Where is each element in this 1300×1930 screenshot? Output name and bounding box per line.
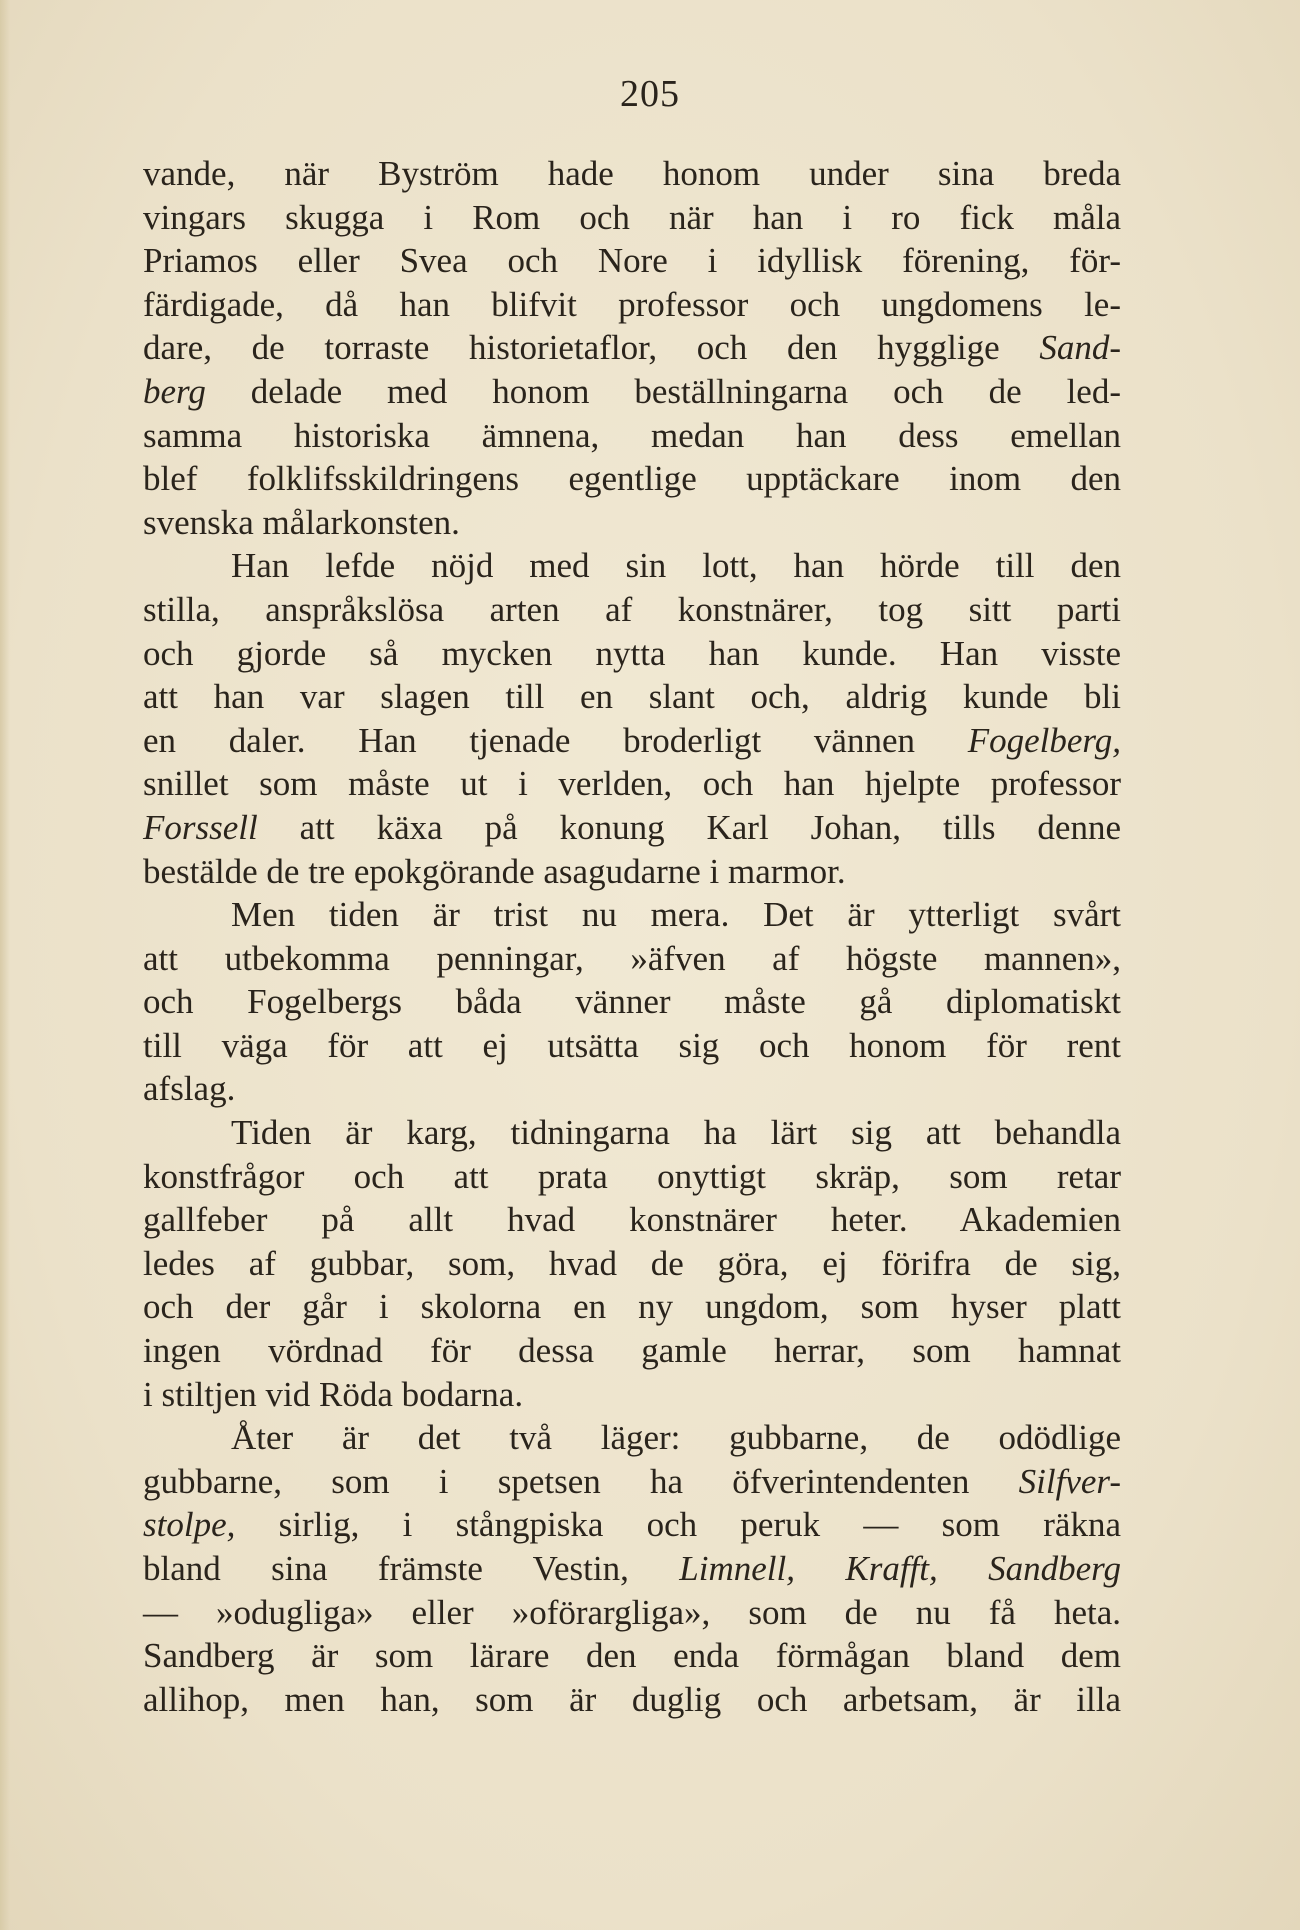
text-line	[143, 1067, 1121, 1111]
text-line	[143, 1198, 1121, 1242]
text-line	[143, 1547, 1121, 1591]
italic-name: stolpe,	[143, 1505, 236, 1545]
italic-name: Forssell	[143, 807, 258, 847]
text-line	[143, 370, 1121, 414]
text-line	[143, 501, 1121, 545]
text-segment: vingars skugga i Rom och när han i ro fick måla	[143, 197, 1121, 237]
text-line	[143, 1111, 1121, 1155]
text-segment: och gjorde så mycken nytta han kunde. Han visste	[143, 633, 1121, 673]
text-line	[143, 1024, 1121, 1068]
text-line	[143, 1460, 1121, 1504]
text-segment: snillet som måste ut i verlden, och han hjelpte professor	[143, 764, 1121, 804]
text-line	[143, 1242, 1121, 1286]
text-line	[143, 414, 1121, 458]
text-segment: att utbekomma penningar, »äfven af högste mannen»,	[143, 938, 1121, 978]
text-line	[143, 283, 1121, 327]
text-line	[143, 937, 1121, 981]
text-line	[143, 719, 1121, 763]
text-segment: och Fogelbergs båda vänner måste gå diplomatiskt	[143, 982, 1121, 1022]
text-line	[143, 632, 1121, 676]
text-line	[143, 893, 1121, 937]
text-line	[143, 1678, 1121, 1722]
text-segment: till väga för att ej utsätta sig och honom för rent	[143, 1025, 1121, 1065]
text-line	[143, 1373, 1121, 1417]
text-line	[143, 806, 1121, 850]
text-line	[143, 588, 1121, 632]
text-segment: bland sina främste Vestin,	[143, 1549, 680, 1588]
page-number: 205	[620, 73, 680, 115]
text-segment: samma historiska ämnena, medan han dess emellan	[143, 415, 1121, 455]
text-segment: Åter är det två läger: gubbarne, de odödlige	[231, 1418, 1121, 1458]
text-segment: vande, när Byström hade honom under sina breda	[143, 154, 1121, 193]
text-segment: allihop, men han, som är duglig och arbetsam, är illa	[143, 1679, 1121, 1719]
text-segment: Priamos eller Svea och Nore i idyllisk förening, för-	[143, 241, 1121, 281]
text-line	[143, 762, 1121, 806]
text-line	[143, 1591, 1121, 1635]
body-text	[143, 152, 1121, 1721]
text-segment: en daler. Han tjenade broderligt vännen	[143, 720, 968, 760]
text-segment: — »odugliga» eller »oförargliga», som de nu få heta.	[143, 1592, 1121, 1632]
text-line	[143, 544, 1121, 588]
text-line	[143, 675, 1121, 719]
text-line	[143, 1416, 1121, 1460]
text-segment: gallfeber på allt hvad konstnärer heter. Akademien	[143, 1200, 1121, 1240]
text-segment: gubbarne, som i spetsen ha öfverintendenten	[143, 1461, 1019, 1501]
text-line	[143, 850, 1121, 894]
text-segment: Sandberg är som lärare den enda förmågan bland dem	[143, 1636, 1121, 1676]
text-segment: Men tiden är trist nu mera. Det är ytterligt svårt	[231, 895, 1121, 935]
text-line	[143, 980, 1121, 1024]
italic-name: Sand-	[1039, 328, 1121, 368]
text-segment: delade med honom beställningarna och de led-	[205, 371, 1121, 411]
text-segment: svenska målarkonsten.	[143, 502, 460, 542]
italic-name: Silfver-	[1018, 1461, 1121, 1501]
text-segment: afslag.	[143, 1069, 236, 1109]
text-line	[143, 239, 1121, 283]
text-segment: och der går i skolorna en ny ungdom, som hyser platt	[143, 1287, 1121, 1327]
text-line	[143, 152, 1121, 196]
text-segment: i stiltjen vid Röda bodarna.	[143, 1374, 524, 1414]
text-segment: konstfrågor och att prata onyttigt skräp, som retar	[143, 1156, 1121, 1196]
text-segment: ledes af gubbar, som, hvad de göra, ej förifra de sig,	[143, 1243, 1121, 1283]
text-line	[143, 326, 1121, 370]
text-segment: bestälde de tre epokgörande asagudarne i marmor.	[143, 851, 846, 891]
italic-name: berg	[143, 371, 206, 411]
text-segment: ingen vördnad för dessa gamle herrar, som hamnat	[143, 1331, 1121, 1371]
text-segment: dare, de torraste historietaflor, och den hygglige	[143, 328, 1040, 368]
text-line	[143, 457, 1121, 501]
text-segment: stilla, anspråkslösa arten af konstnärer, tog sitt parti	[143, 589, 1121, 629]
text-line	[143, 1634, 1121, 1678]
page-edge-shadow	[0, 0, 10, 1930]
text-segment: att käxa på konung Karl Johan, tills denne	[257, 807, 1121, 847]
text-line	[143, 1285, 1121, 1329]
text-segment: Han lefde nöjd med sin lott, han hörde till den	[231, 546, 1121, 586]
italic-name: Fogelberg,	[967, 720, 1121, 760]
text-segment: blef folklifsskildringens egentlige upptäckare inom den	[143, 459, 1121, 499]
text-line	[143, 1503, 1121, 1547]
text-line	[143, 1155, 1121, 1199]
text-line	[143, 196, 1121, 240]
text-segment: sirlig, i stångpiska och peruk — som räkna	[235, 1505, 1121, 1545]
text-line	[143, 1329, 1121, 1373]
italic-name: Limnell, Krafft, Sandberg	[679, 1549, 1121, 1588]
text-segment: Tiden är karg, tidningarna ha lärt sig att behandla	[231, 1113, 1121, 1153]
text-segment: att han var slagen till en slant och, aldrig kunde bli	[143, 677, 1121, 717]
text-segment: färdigade, då han blifvit professor och ungdomens le-	[143, 284, 1121, 324]
